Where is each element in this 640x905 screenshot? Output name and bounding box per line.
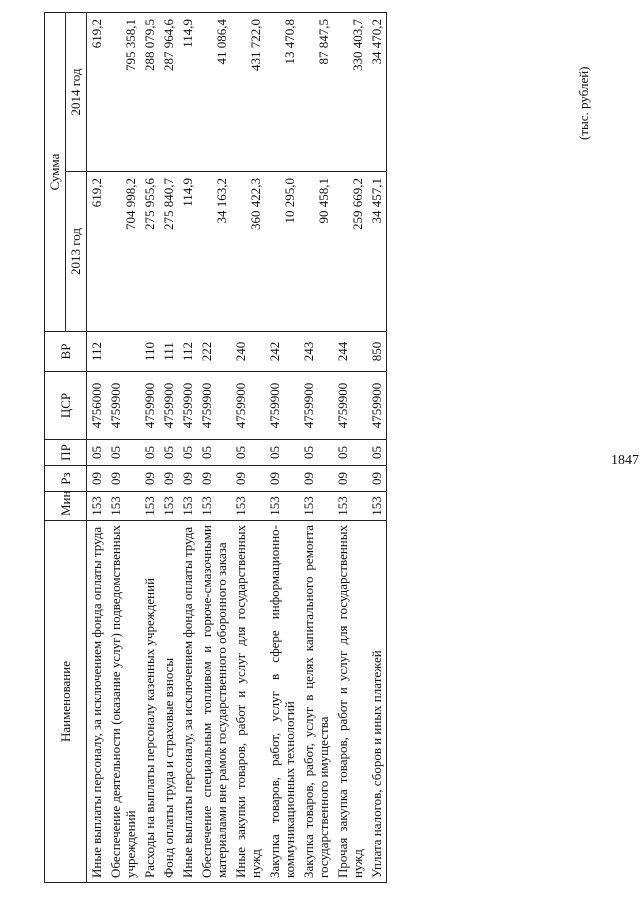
table-row (178, 13, 197, 883)
row-name: Уплата налогов, сборов и иных платежей (367, 521, 387, 883)
row-sum-2013: 704 998,2 (106, 172, 140, 332)
row-min: 153 (197, 492, 231, 521)
row-csr: 4759900 (265, 372, 299, 440)
row-vr: 243 (299, 332, 333, 372)
row-sum-2013: 275 955,6 (140, 172, 159, 332)
row-sum-2013: 10 295,0 (265, 172, 299, 332)
table-body (87, 13, 387, 883)
row-sum-2013: 34 457,1 (367, 172, 387, 332)
row-pr: 05 (299, 440, 333, 466)
row-min: 153 (178, 492, 197, 521)
row-name: Прочая закупка товаров, работ и услуг для государственных нужд (333, 521, 367, 883)
row-pr: 05 (367, 440, 387, 466)
row-min: 153 (231, 492, 265, 521)
header-2013: 2013 год (66, 172, 87, 332)
row-rz: 09 (178, 466, 197, 492)
row-pr: 05 (231, 440, 265, 466)
table-row (197, 13, 231, 883)
row-pr: 05 (265, 440, 299, 466)
row-min: 153 (299, 492, 333, 521)
row-vr: 112 (87, 332, 107, 372)
row-sum-2014: 87 847,5 (299, 13, 333, 172)
row-csr: 4759900 (178, 372, 197, 440)
header-min: Мин (45, 492, 87, 521)
header-csr: ЦСР (45, 372, 87, 440)
header-pr: ПР (45, 440, 87, 466)
row-sum-2014: 287 964,6 (159, 13, 178, 172)
table-row (299, 13, 333, 883)
row-vr: 242 (265, 332, 299, 372)
row-vr: 244 (333, 332, 367, 372)
row-rz: 09 (299, 466, 333, 492)
row-min: 153 (333, 492, 367, 521)
row-name: Иные выплаты персоналу, за исключением фонда оплаты труда (178, 521, 197, 883)
row-csr: 4759900 (140, 372, 159, 440)
row-min: 153 (87, 492, 107, 521)
table-row (87, 13, 107, 883)
row-csr: 4759900 (106, 372, 140, 440)
row-vr (106, 332, 140, 372)
row-rz: 09 (367, 466, 387, 492)
row-sum-2014: 795 358,1 (106, 13, 140, 172)
row-sum-2013: 259 669,2 (333, 172, 367, 332)
row-sum-2014: 288 079,5 (140, 13, 159, 172)
row-name: Иные выплаты персоналу, за исключением фонда оплаты труда (87, 521, 107, 883)
row-pr: 05 (197, 440, 231, 466)
row-pr: 05 (106, 440, 140, 466)
row-name: Фонд оплаты труда и страховые взносы (159, 521, 178, 883)
row-pr: 05 (333, 440, 367, 466)
row-rz: 09 (231, 466, 265, 492)
units-note: (тыс. рублей) (576, 66, 591, 140)
row-min: 153 (265, 492, 299, 521)
row-min: 153 (140, 492, 159, 521)
row-name: Расходы на выплаты персоналу казенных учреждений (140, 521, 159, 883)
row-vr: 112 (178, 332, 197, 372)
row-sum-2014: 41 086,4 (197, 13, 231, 172)
row-name: Закупка товаров, работ, услуг в сфере информационно-коммуникационных технологий (265, 521, 299, 883)
row-csr: 4759900 (159, 372, 178, 440)
table-row (140, 13, 159, 883)
header-rz: Рз (45, 466, 87, 492)
row-csr: 4759900 (333, 372, 367, 440)
table-header (45, 13, 87, 883)
row-min: 153 (106, 492, 140, 521)
row-sum-2013: 360 422,3 (231, 172, 265, 332)
row-sum-2013: 275 840,7 (159, 172, 178, 332)
row-csr: 4759900 (367, 372, 387, 440)
row-vr: 111 (159, 332, 178, 372)
row-pr: 05 (87, 440, 107, 466)
row-rz: 09 (87, 466, 107, 492)
table-row (106, 13, 140, 883)
row-sum-2014: 114,9 (178, 13, 197, 172)
table-row (159, 13, 178, 883)
table-row (231, 13, 265, 883)
row-pr: 05 (140, 440, 159, 466)
row-sum-2013: 34 163,2 (197, 172, 231, 332)
header-sum: Сумма (45, 13, 66, 332)
row-csr: 4756000 (87, 372, 107, 440)
row-sum-2013: 114,9 (178, 172, 197, 332)
row-csr: 4759900 (299, 372, 333, 440)
row-csr: 4759900 (231, 372, 265, 440)
row-sum-2013: 90 458,1 (299, 172, 333, 332)
row-name: Обеспечение деятельности (оказание услуг) подведомственных учреждений (106, 521, 140, 883)
row-vr: 222 (197, 332, 231, 372)
table-row (333, 13, 367, 883)
row-rz: 09 (333, 466, 367, 492)
row-sum-2013: 619,2 (87, 172, 107, 332)
row-vr: 110 (140, 332, 159, 372)
header-vr: ВР (45, 332, 87, 372)
row-rz: 09 (265, 466, 299, 492)
row-pr: 05 (178, 440, 197, 466)
row-csr: 4759900 (197, 372, 231, 440)
row-name: Обеспечение специальным топливом и горюче-смазочными материалами вне рамок государственного оборонного заказа (197, 521, 231, 883)
row-rz: 09 (159, 466, 178, 492)
table-row (367, 13, 387, 883)
row-name: Иные закупки товаров, работ и услуг для государственных нужд (231, 521, 265, 883)
header-2014: 2014 год (66, 13, 87, 172)
table-row (265, 13, 299, 883)
row-sum-2014: 330 403,7 (333, 13, 367, 172)
row-name: Закупка товаров, работ, услуг в целях капитального ремонта государственного имущества (299, 521, 333, 883)
budget-table (44, 12, 387, 883)
row-min: 153 (159, 492, 178, 521)
row-rz: 09 (197, 466, 231, 492)
row-rz: 09 (140, 466, 159, 492)
row-sum-2014: 619,2 (87, 13, 107, 172)
row-sum-2014: 34 470,2 (367, 13, 387, 172)
row-pr: 05 (159, 440, 178, 466)
row-rz: 09 (106, 466, 140, 492)
header-name: Наименование (45, 521, 87, 883)
row-sum-2014: 13 470,8 (265, 13, 299, 172)
row-sum-2014: 431 722,0 (231, 13, 265, 172)
row-vr: 850 (367, 332, 387, 372)
page-number: 1847 (611, 453, 639, 468)
row-min: 153 (367, 492, 387, 521)
row-vr: 240 (231, 332, 265, 372)
